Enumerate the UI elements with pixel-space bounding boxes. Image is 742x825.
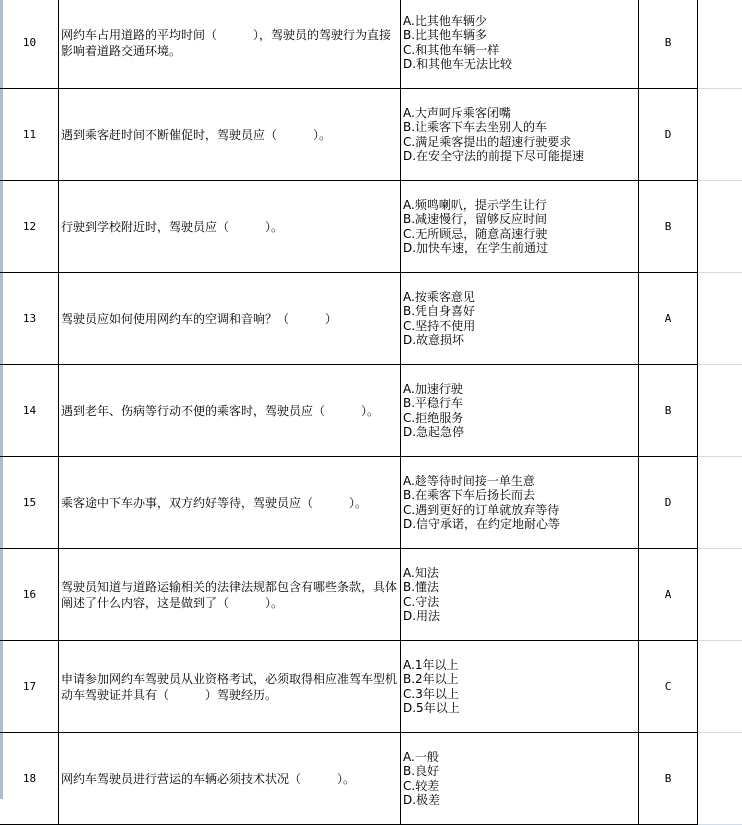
option-a: A.趁等待时间接一单生意: [403, 473, 535, 488]
question-number-cell[interactable]: [0, 273, 59, 365]
option-d: D.和其他车无法比较: [403, 57, 513, 71]
question-text: 行驶到学校附近时，驾驶员应（ ）。: [61, 219, 284, 234]
option-d: D.故意损坏: [403, 333, 465, 347]
option-c: C.无所顾忌，随意高速行驶: [403, 226, 548, 241]
empty-cell[interactable]: [698, 181, 742, 273]
empty-cell[interactable]: [698, 733, 742, 825]
option-d: D.在安全守法的前提下尽可能提速: [403, 149, 585, 163]
options-cell[interactable]: [400, 457, 639, 549]
question-text: 驾驶员知道与道路运输相关的法律法规都包含有哪些条款，具体阐述了什么内容，这是做到了（ ）。: [61, 579, 398, 610]
answer-value: D: [664, 496, 672, 509]
answer-cell[interactable]: [638, 273, 698, 365]
question-number-cell[interactable]: [0, 641, 59, 733]
option-a: A.知法: [403, 565, 439, 580]
table-row: [0, 273, 742, 365]
table-row: [0, 365, 742, 457]
options-cell[interactable]: [400, 181, 639, 273]
option-c: C.守法: [403, 594, 440, 609]
empty-cell[interactable]: [698, 89, 742, 181]
option-c: C.满足乘客提出的超速行驶要求: [403, 134, 572, 149]
question-text: 网约车驾驶员进行营运的车辆必须技术状况（ ）。: [61, 771, 356, 786]
answer-cell[interactable]: [638, 733, 698, 825]
option-c: C.坚持不使用: [403, 318, 476, 333]
answer-value: C: [664, 680, 672, 693]
question-text: 遇到乘客赶时间不断催促时，驾驶员应（ ）。: [61, 127, 332, 142]
question-number: 10: [22, 36, 37, 49]
question-number-cell[interactable]: [0, 549, 59, 641]
answer-cell[interactable]: [638, 641, 698, 733]
answer-value: D: [664, 128, 672, 141]
empty-cell[interactable]: [698, 273, 742, 365]
option-b: B.良好: [403, 764, 440, 778]
question-number-cell[interactable]: [0, 457, 59, 549]
answer-cell[interactable]: [638, 0, 698, 89]
option-a: A.加速行驶: [403, 381, 463, 396]
empty-cell[interactable]: [698, 457, 742, 549]
options-cell[interactable]: [400, 0, 639, 89]
options-cell[interactable]: [400, 273, 639, 365]
question-text: 遇到老年、伤病等行动不便的乘客时，驾驶员应（ ）。: [61, 403, 380, 418]
option-b: B.懂法: [403, 580, 440, 594]
answer-cell[interactable]: [638, 365, 698, 457]
option-a: A.按乘客意见: [403, 289, 475, 304]
question-number: 16: [22, 588, 37, 601]
question-number: 15: [22, 496, 37, 509]
question-number-cell[interactable]: [0, 89, 59, 181]
table-row: [0, 457, 742, 549]
option-c: C.和其他车辆一样: [403, 42, 500, 57]
question-number: 12: [22, 220, 37, 233]
answer-value: B: [664, 36, 672, 49]
option-a: A.一般: [403, 749, 439, 764]
question-text-cell[interactable]: [58, 457, 401, 549]
table-row: [0, 181, 742, 273]
question-text-cell[interactable]: [58, 549, 401, 641]
option-b: B.在乘客下车后扬长而去: [403, 488, 536, 502]
empty-cell[interactable]: [698, 0, 742, 89]
question-text: 驾驶员应如何使用网约车的空调和音响？（ ）: [61, 311, 338, 326]
question-number-cell[interactable]: [0, 733, 59, 825]
option-c: C.较差: [403, 778, 440, 793]
option-d: D.信守承诺，在约定地耐心等: [403, 517, 561, 531]
option-a: A.大声呵斥乘客闭嘴: [403, 105, 511, 120]
table-row: [0, 641, 742, 733]
option-a: A.比其他车辆少: [403, 13, 487, 28]
option-b: B.让乘客下车去坐别人的车: [403, 120, 548, 134]
options-cell[interactable]: [400, 89, 639, 181]
option-b: B.比其他车辆多: [403, 28, 488, 42]
answer-cell[interactable]: [638, 181, 698, 273]
table-row: [0, 549, 742, 641]
question-text-cell[interactable]: [58, 181, 401, 273]
option-c: C.拒绝服务: [403, 410, 464, 425]
answer-value: B: [664, 772, 672, 785]
option-c: C.3年以上: [403, 686, 459, 701]
question-text: 乘客途中下车办事，双方约好等待，驾驶员应（ ）。: [61, 495, 368, 510]
answer-value: A: [664, 588, 672, 601]
table-row: [0, 0, 742, 89]
question-number: 11: [22, 128, 37, 141]
question-number: 17: [22, 680, 37, 693]
answer-cell[interactable]: [638, 89, 698, 181]
question-text-cell[interactable]: [58, 641, 401, 733]
table-row: [0, 89, 742, 181]
options-cell[interactable]: [400, 365, 639, 457]
empty-cell[interactable]: [698, 549, 742, 641]
question-text: 申请参加网约车驾驶员从业资格考试，必须取得相应准驾车型机动车驾驶证并具有（ ）驾驶经历。: [61, 671, 398, 702]
question-text-cell[interactable]: [58, 0, 401, 89]
question-number-cell[interactable]: [0, 181, 59, 273]
option-b: B.凭自身喜好: [403, 304, 476, 318]
option-a: A.频鸣喇叭，提示学生让行: [403, 197, 547, 212]
answer-value: B: [664, 404, 672, 417]
option-d: D.极差: [403, 793, 441, 807]
question-number-cell[interactable]: [0, 0, 59, 89]
question-text-cell[interactable]: [58, 365, 401, 457]
option-b: B.2年以上: [403, 672, 459, 686]
options-cell[interactable]: [400, 549, 639, 641]
question-text: 网约车占用道路的平均时间（ ），驾驶员的驾驶行为直接影响着道路交通环境。: [61, 27, 392, 58]
question-number-cell[interactable]: [0, 365, 59, 457]
options-cell[interactable]: [400, 641, 639, 733]
option-b: B.平稳行车: [403, 396, 464, 410]
option-d: D.急起急停: [403, 425, 465, 439]
question-text-cell[interactable]: [58, 733, 401, 825]
option-c: C.遇到更好的订单就放弃等待: [403, 502, 560, 517]
answer-cell[interactable]: [638, 457, 698, 549]
question-number: 13: [22, 312, 37, 325]
answer-value: A: [664, 312, 672, 325]
option-a: A.1年以上: [403, 657, 459, 672]
answer-value: B: [664, 220, 672, 233]
table-row: [0, 733, 742, 825]
option-d: D.用法: [403, 609, 441, 623]
empty-cell[interactable]: [698, 641, 742, 733]
question-text-cell[interactable]: [58, 273, 401, 365]
question-text-cell[interactable]: [58, 89, 401, 181]
option-d: D.加快车速，在学生前通过: [403, 241, 549, 255]
question-number: 18: [22, 772, 37, 785]
question-number: 14: [22, 404, 37, 417]
options-cell[interactable]: [400, 733, 639, 825]
answer-cell[interactable]: [638, 549, 698, 641]
empty-cell[interactable]: [698, 365, 742, 457]
option-b: B.减速慢行，留够反应时间: [403, 212, 548, 226]
option-d: D.5年以上: [403, 701, 460, 715]
